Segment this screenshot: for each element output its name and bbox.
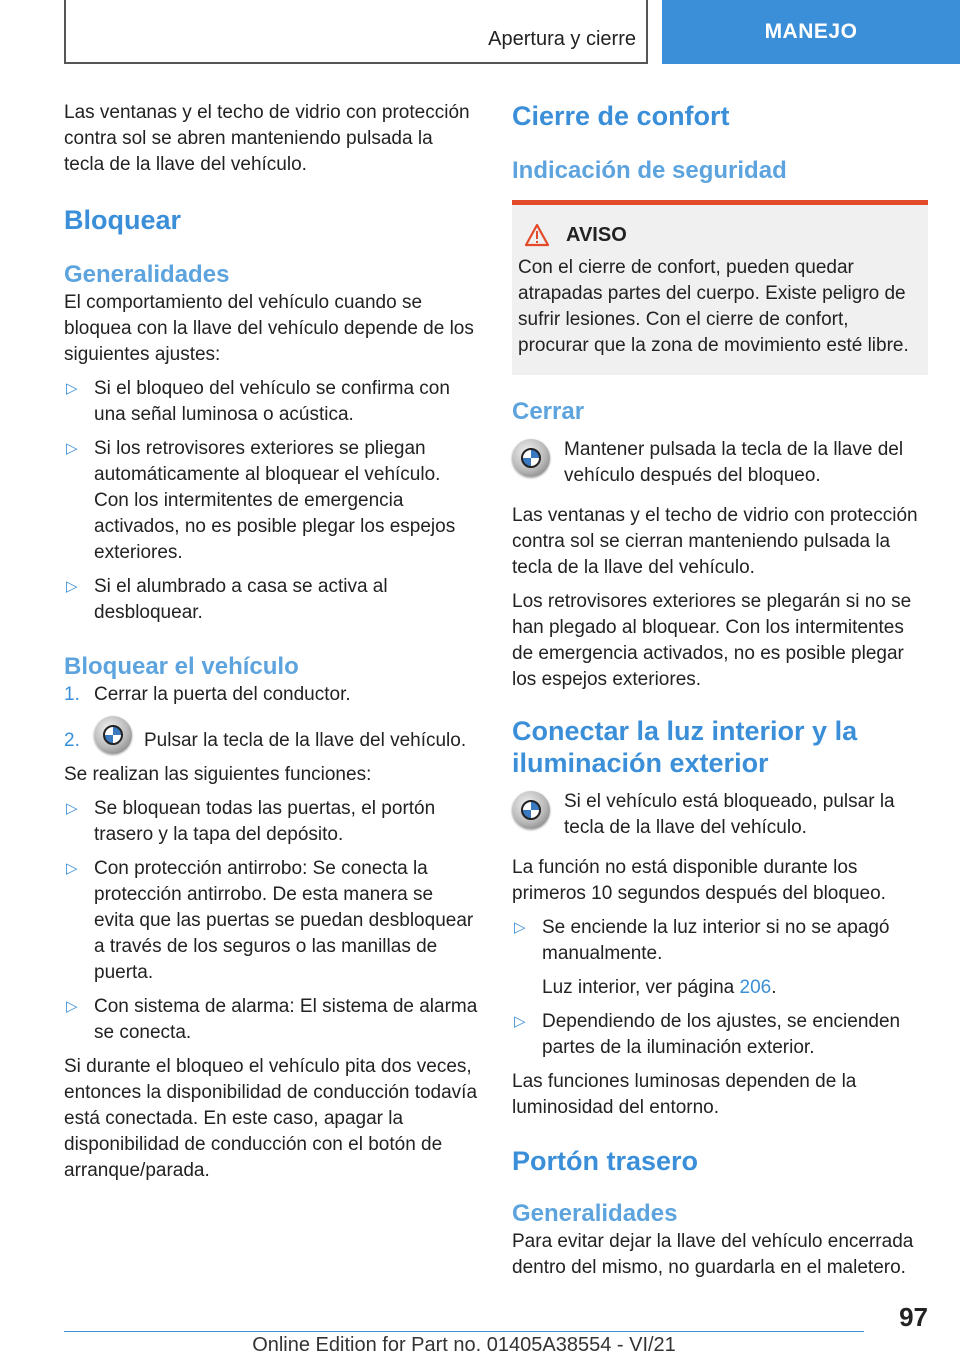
- triangle-right-icon: ▷: [66, 800, 78, 817]
- bmw-key-button-icon: [94, 716, 132, 754]
- footer-edition: Online Edition for Part no. 01405A38554 - VI/21: [252, 1334, 676, 1356]
- list-item: ▷ Se enciende la luz interior si no se apagó manualmente.: [514, 917, 890, 964]
- header-section-title: Apertura y cierre: [488, 28, 636, 50]
- cerrar-paragraph-1: Las ventanas y el techo de vidrio con protección contra sol se cierran manteniendo pulsada la tecla de la llave del vehículo.: [512, 505, 918, 578]
- bmw-key-button-icon: [512, 439, 550, 477]
- heading-bloquear: Bloquear: [64, 205, 182, 235]
- header-chapter-tab[interactable]: MANEJO: [662, 0, 960, 64]
- triangle-right-icon: ▷: [66, 440, 78, 457]
- triangle-right-icon: ▷: [66, 578, 78, 595]
- heading-indicacion-seguridad: Indicación de seguridad: [512, 157, 787, 184]
- warning-text: Con el cierre de confort, pueden quedar atrapadas partes del cuerpo. Existe peligro de sufrir lesiones. Con el cierre de confort, procurar que la zona de movimiento esté libre.: [518, 257, 909, 356]
- heading-cerrar: Cerrar: [512, 398, 585, 425]
- porton-paragraph: Para evitar dejar la llave del vehículo encerrada dentro del mismo, no guardarla en el maletero.: [512, 1231, 914, 1278]
- outro-paragraph: Si durante el bloqueo el vehículo pita dos veces, entonces la disponibilidad de conducción todavía está conectada. En este caso, apagar la disponibilidad de conducción con el botón de arranque/parada.: [64, 1056, 478, 1181]
- generalidades-paragraph: El comportamiento del vehículo cuando se bloquea con la llave del vehículo depende de los siguientes ajustes:: [64, 292, 474, 365]
- list-item: ▷ Si el bloqueo del vehículo se confirma con una señal luminosa o acústica.: [66, 378, 450, 425]
- warning-triangle-icon: [524, 223, 550, 247]
- triangle-right-icon: ▷: [66, 860, 78, 877]
- triangle-right-icon: ▷: [66, 998, 78, 1015]
- heading-luz-interior: Conectar la luz interior y la iluminación exterior: [512, 716, 858, 778]
- heading-bloquear-vehiculo: Bloquear el vehículo: [64, 653, 299, 680]
- triangle-right-icon: ▷: [514, 919, 526, 936]
- list-item: ▷ Dependiendo de los ajustes, se encienden partes de la iluminación exterior.: [514, 1011, 901, 1058]
- left-column: [64, 100, 478, 1192]
- list-item: ▷ Si el alumbrado a casa se activa al desbloquear.: [66, 576, 388, 623]
- list-item: ▷ Se bloquean todas las puertas, el portón trasero y la tapa del depósito.: [66, 798, 436, 845]
- heading-cierre-confort: Cierre de confort: [512, 101, 730, 131]
- warning-box: [512, 200, 928, 375]
- triangle-right-icon: ▷: [514, 1013, 526, 1030]
- heading-generalidades-2: Generalidades: [512, 1200, 678, 1227]
- bmw-key-button-icon: [512, 791, 550, 829]
- list-item: ▷ Si los retrovisores exteriores se pliegan automáticamente al bloquear el vehículo. Con los intermitentes de emergencia activados, no es posible plegar los espejos exteriores.: [66, 438, 456, 563]
- intro-paragraph: Las ventanas y el techo de vidrio con protección contra sol se abren manteniendo pulsada la tecla de la llave del vehículo.: [64, 102, 470, 175]
- functions-intro: Se realizan las siguientes funciones:: [64, 764, 372, 785]
- page-number: 97: [899, 1302, 928, 1332]
- footer-divider: [64, 1331, 864, 1332]
- list-item: ▷ Con sistema de alarma: El sistema de alarma se conecta.: [66, 996, 478, 1043]
- triangle-right-icon: ▷: [66, 380, 78, 397]
- luz-paragraph-1: La función no está disponible durante los primeros 10 segundos después del bloqueo.: [512, 857, 886, 904]
- luz-key-instruction: Si el vehículo está bloqueado, pulsar la tecla de la llave del vehículo.: [512, 789, 928, 841]
- page-reference: Luz interior, ver página 206.: [542, 977, 777, 998]
- right-column: [512, 100, 928, 1289]
- heading-porton-trasero: Portón trasero: [512, 1146, 699, 1176]
- cerrar-key-instruction: Mantener pulsada la tecla de la llave del vehículo después del bloqueo.: [512, 437, 928, 489]
- step-2: 2. Pulsar la tecla de la llave del vehículo.: [64, 728, 478, 754]
- step-1: 1. Cerrar la puerta del conductor.: [64, 684, 351, 705]
- warning-title: AVISO: [518, 223, 922, 247]
- luz-paragraph-2: Las funciones luminosas dependen de la luminosidad del entorno.: [512, 1071, 857, 1118]
- list-item: ▷ Con protección antirrobo: Se conecta la protección antirrobo. De esta manera se evita que las puertas se puedan desbloquear a través de los seguros o las manillas de puerta.: [66, 858, 474, 983]
- cerrar-paragraph-2: Los retrovisores exteriores se plegarán si no se han plegado al bloquear. Con los intermitentes de emergencia activados, no es posible plegar los espejos exteriores.: [512, 591, 912, 690]
- heading-generalidades: Generalidades: [64, 261, 230, 288]
- page-link[interactable]: 206: [739, 977, 772, 998]
